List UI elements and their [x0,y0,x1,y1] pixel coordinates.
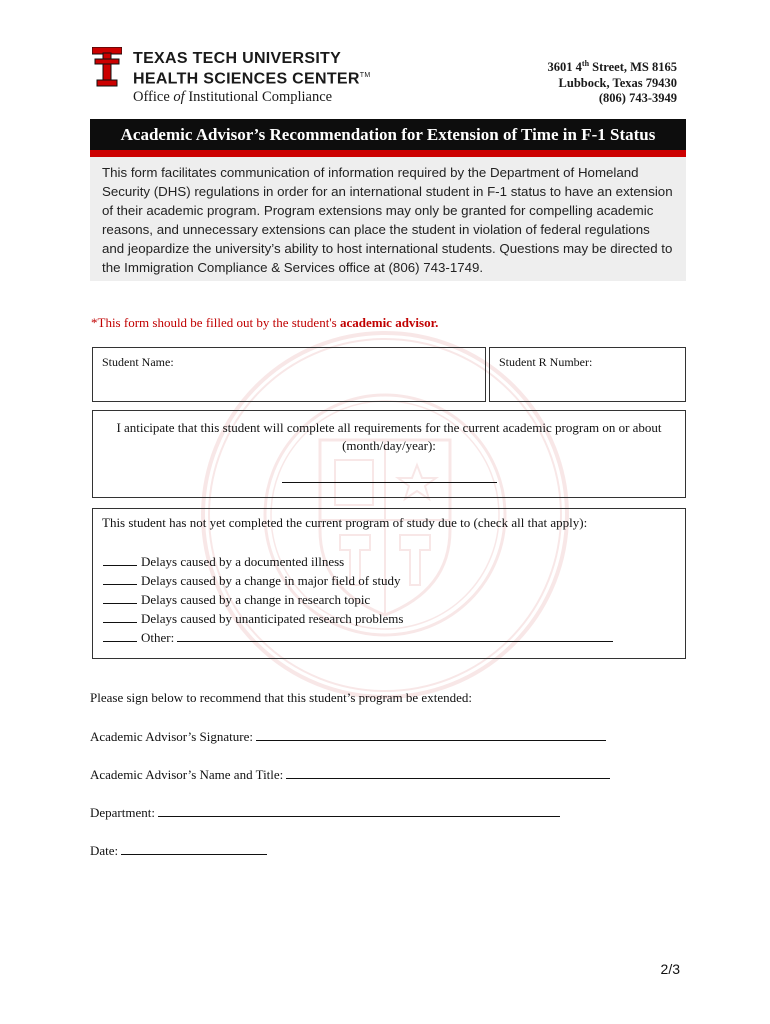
double-t-logo-icon [92,47,122,87]
reason-checkbox[interactable] [103,610,137,623]
reason-checkbox[interactable] [103,553,137,566]
department-row: Department: [90,804,560,821]
reasons-list [103,552,613,647]
reason-item-illness: Delays caused by a documented illness [103,552,613,571]
advisor-signature-field[interactable] [256,728,606,741]
title-accent-bar [90,150,686,157]
page-number: 2/3 [660,961,680,977]
reason-checkbox[interactable] [103,629,137,642]
other-reason-field[interactable] [177,629,613,642]
reason-item-other: Other: [103,628,613,647]
reason-checkbox[interactable] [103,591,137,604]
reasons-heading: This student has not yet completed the current program of study due to (check all that apply): [102,515,588,530]
university-name-line1: TEXAS TECH UNIVERSITY [133,50,342,67]
advisor-name-title-row: Academic Advisor’s Name and Title: [90,766,610,783]
address-phone: (806) 743-3949 [598,91,677,106]
address-city: Lubbock, Texas 79430 [558,75,677,90]
form-title: Academic Advisor’s Recommendation for Extension of Time in F-1 Status [90,119,686,150]
university-name-line2: HEALTH SCIENCES CENTER™ [133,70,371,88]
advisor-note: *This form should be filled out by the student's academic advisor. [91,315,439,330]
completion-date-field[interactable] [282,482,497,483]
department-field[interactable] [158,804,560,817]
date-row: Date: [90,842,267,859]
completion-date-box [92,410,686,498]
completion-date-text: I anticipate that this student will complete all requirements for the current academic program on or about (month/day/year): [116,420,662,453]
date-field[interactable] [121,842,267,855]
reason-item-research-problems: Delays caused by unanticipated research problems [103,609,613,628]
intro-paragraph: This form facilitates communication of information required by the Department of Homeland Security (DHS) regulations in order for an international student in F-1 status to have an extension of their academic program. Program extensions may only be granted for compelling academic reasons, and unnecessary extensions can place the student in violation of federal regulations and jeopardize the university’s ability to host international students. Questions may be directed to the Immigration Compliance & Services office at (806) 743-1749. [90,157,686,281]
reason-checkbox[interactable] [103,572,137,585]
student-r-number-label: Student R Number: [499,355,593,369]
advisor-signature-row: Academic Advisor’s Signature: [90,728,606,745]
reasons-box [92,508,686,659]
reason-item-research-topic: Delays caused by a change in research topic [103,590,613,609]
signature-prompt: Please sign below to recommend that this student’s program be extended: [90,690,472,705]
office-address [548,56,677,107]
student-r-number-field[interactable] [489,347,686,402]
student-name-label: Student Name: [102,355,174,369]
office-name: Office of Institutional Compliance [133,89,333,105]
reason-item-major-change: Delays caused by a change in major field of study [103,571,613,590]
student-name-field[interactable] [92,347,486,402]
address-street: 3601 4th Street, MS 8165 [547,59,677,75]
advisor-name-title-field[interactable] [286,766,610,779]
